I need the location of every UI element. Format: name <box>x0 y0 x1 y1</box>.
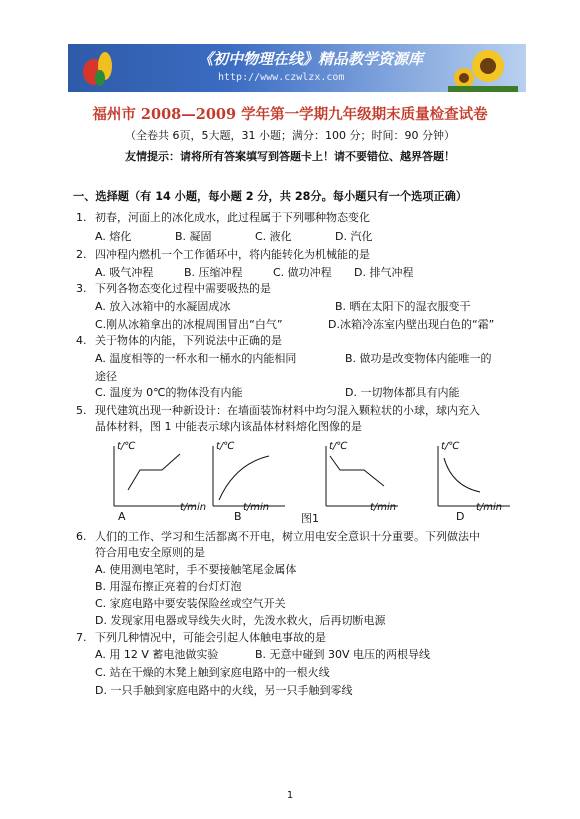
question-text: 初春，河面上的冰化成水，此过程属于下列哪种物态变化 <box>95 211 370 224</box>
option-a: A. 用 12 V 蓄电池做实验 <box>95 648 219 661</box>
graph-b-tag: B <box>234 510 242 523</box>
exam-title: 福州市 2008—2009 学年第一学期九年级期末质量检查试卷 <box>92 106 488 123</box>
option-d: D.冰箱冷冻室内壁出现白色的“霜” <box>328 318 495 331</box>
graph-d-ylabel: t/℃ <box>441 441 460 452</box>
graph-a-ylabel: t/℃ <box>117 441 136 452</box>
question-text: 人们的工作、学习和生活都离不开电，树立用电安全意识十分重要。下列做法中 <box>95 530 480 543</box>
question-number: 7. <box>76 631 87 644</box>
option-a: A. 熔化 <box>95 230 132 243</box>
option-b: B. 压缩冲程 <box>184 266 243 279</box>
graph-b-xlabel: t/min <box>243 502 270 513</box>
question-number: 2. <box>76 248 87 261</box>
banner-title: 《初中物理在线》精品教学资源库 <box>198 50 424 68</box>
graph-d-tag: D <box>456 510 465 523</box>
question-number: 1. <box>76 211 87 224</box>
option-d: D. 汽化 <box>335 230 373 243</box>
graph-c-ylabel: t/℃ <box>329 441 348 452</box>
option-a: A. 温度相等的一杯水和一桶水的内能相同 <box>95 352 297 365</box>
question-number: 3. <box>76 282 87 295</box>
option-c: C. 温度为 0℃的物体没有内能 <box>95 386 243 399</box>
graph-c-xlabel: t/min <box>370 502 397 513</box>
page-number: 1 <box>286 790 294 801</box>
option-b: B. 做功是改变物体内能唯一的 <box>345 352 492 365</box>
option-d: D. 一切物体都具有内能 <box>345 386 460 399</box>
option-a: A. 使用测电笔时，手不要接触笔尾金属体 <box>95 563 297 576</box>
question-text: 下列几种情况中，可能会引起人体触电事故的是 <box>95 631 326 644</box>
option-b: B. 用湿布擦正亮着的台灯灯泡 <box>95 580 242 593</box>
banner-url: http://www.czwlzx.com <box>218 72 345 83</box>
option-b: B. 无意中碰到 30V 电压的两根导线 <box>255 648 431 661</box>
exam-info: （全卷共 6页，5大题，31 小题；满分：100 分；时间：90 分钟） <box>125 129 455 142</box>
site-logo-icon <box>78 48 118 88</box>
graph-b-ylabel: t/℃ <box>216 441 235 452</box>
option-c: C. 做功冲程 <box>273 266 332 279</box>
option-a: A. 放入冰箱中的水凝固成冰 <box>95 300 231 313</box>
question-number: 4. <box>76 334 87 347</box>
option-d: D. 排气冲程 <box>354 266 414 279</box>
graph-c <box>318 442 418 512</box>
option-a: A. 吸气冲程 <box>95 266 154 279</box>
figure-caption: 图1 <box>301 512 319 525</box>
question-text: 关于物体的内能，下列说法中正确的是 <box>95 334 282 347</box>
question-text-line2: 晶体材料，图 1 中能表示球内该晶体材料熔化图像的是 <box>95 420 362 433</box>
question-number: 5. <box>76 404 87 417</box>
graph-d-xlabel: t/min <box>476 502 503 513</box>
option-d: D. 一只手触到家庭电路中的火线，另一只手触到零线 <box>95 684 353 697</box>
header-banner <box>68 44 526 92</box>
question-number: 6. <box>76 530 87 543</box>
question-text: 现代建筑出现一种新设计：在墙面装饰材料中均匀混入颗粒状的小球，球内充入 <box>95 404 480 417</box>
graph-a-tag: A <box>118 510 126 523</box>
question-text-line2: 符合用电安全原则的是 <box>95 546 205 559</box>
friendly-tip: 友情提示：请将所有答案填写到答题卡上！请不要错位、越界答题！ <box>125 150 455 163</box>
option-b-continued: 途径 <box>95 370 117 383</box>
option-b: B. 凝固 <box>175 230 212 243</box>
question-text: 四冲程内燃机一个工作循环中，将内能转化为机械能的是 <box>95 248 370 261</box>
graph-a-xlabel: t/min <box>180 502 207 513</box>
section-heading: 一、选择题（有 14 小题，每小题 2 分，共 28分。每小题只有一个选项正确） <box>73 190 468 203</box>
option-c: C. 液化 <box>255 230 292 243</box>
sunflower-icon <box>448 46 518 92</box>
option-c: C. 站在干燥的木凳上触到家庭电路中的一根火线 <box>95 666 330 679</box>
question-text: 下列各物态变化过程中需要吸热的是 <box>95 282 271 295</box>
option-d: D. 发现家用电器或导线失火时，先泼水救火，后再切断电源 <box>95 614 386 627</box>
option-c: C. 家庭电路中要安装保险丝或空气开关 <box>95 597 286 610</box>
option-c: C.刚从冰箱拿出的冰棍周围冒出“白气” <box>95 318 283 331</box>
option-b: B. 晒在太阳下的湿衣服变干 <box>335 300 471 313</box>
